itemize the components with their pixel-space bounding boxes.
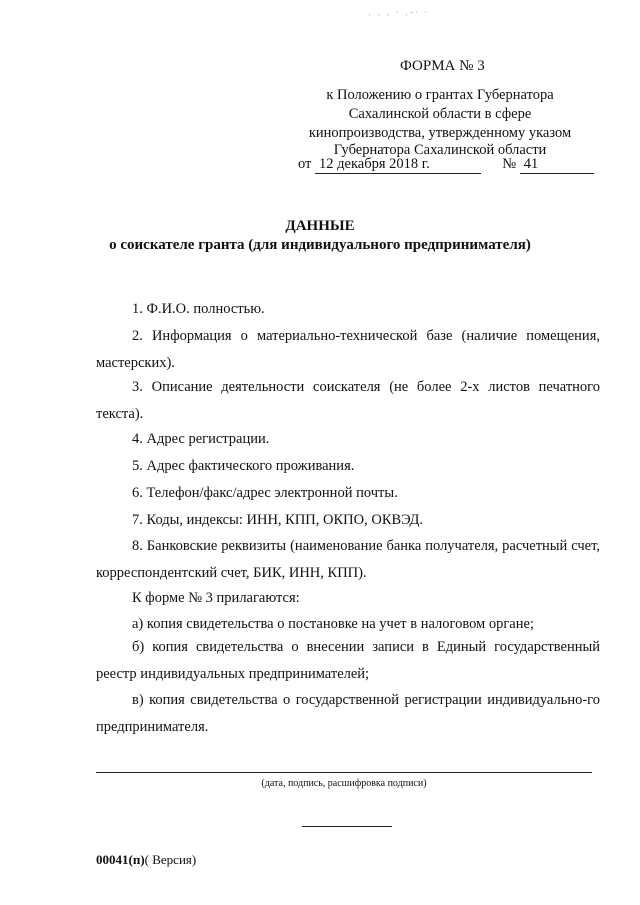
list-item: 6. Телефон/факс/адрес электронной почты. (132, 485, 398, 501)
list-item: 8. Банковские реквизиты (наименование банка получателя, расчетный счет, корреспондентский счет, БИК, ИНН, КПП). (96, 538, 600, 581)
date-value: 12 декабря 2018 г. (319, 156, 430, 172)
divider-line (302, 826, 392, 827)
appendix-line-4: Губернатора Сахалинской области (333, 142, 547, 158)
number-field (520, 156, 594, 174)
code-version: ( Версия) (144, 852, 197, 867)
code-number: 00041(п) (96, 852, 145, 867)
attachment-item: а) копия свидетельства о постановке на учет в налоговом органе; (132, 616, 534, 632)
appendix-line-2: Сахалинской области в сфере (348, 106, 532, 122)
document-code (96, 852, 196, 868)
form-number: ФОРМА № 3 (400, 58, 485, 74)
list-item: 2. Информация о материально-технической базе (наличие помещения, мастерских). (96, 328, 600, 371)
list-item: 7. Коды, индексы: ИНН, КПП, ОКПО, ОКВЭД. (132, 512, 424, 528)
list-item: 3. Описание деятельности соискателя (не более 2-х листов печатного текста). (96, 379, 600, 422)
scan-noise: · · · ˙ ·ˉ˙ ˙ (368, 10, 430, 20)
date-number-line (298, 156, 594, 174)
signature-caption: (дата, подпись, расшифровка подписи) (261, 778, 427, 789)
attachment-item: в) копия свидетельства о государственной регистрации индивидуально-го предпринимателя. (96, 692, 600, 735)
attachments-heading: К форме № 3 прилагаются: (132, 590, 300, 606)
list-item: 1. Ф.И.О. полностью. (132, 301, 265, 317)
list-item: 5. Адрес фактического проживания. (132, 458, 355, 474)
list-item: 4. Адрес регистрации. (132, 431, 270, 447)
number-value: 41 (523, 156, 539, 172)
number-label: № (502, 156, 517, 172)
from-label: от (298, 156, 312, 172)
attachment-item: б) копия свидетельства о внесении записи в Единый государственный реестр индивидуальных предпринимателей; (96, 639, 600, 682)
date-field (315, 156, 481, 174)
document-subtitle: о соискателе гранта (для индивидуального предпринимателя) (109, 237, 531, 253)
signature-line (96, 772, 592, 773)
appendix-line-1: к Положению о грантах Губернатора (326, 87, 554, 103)
appendix-line-3: кинопроизводства, утвержденному указом (308, 125, 572, 141)
document-title: ДАННЫЕ (285, 218, 355, 234)
